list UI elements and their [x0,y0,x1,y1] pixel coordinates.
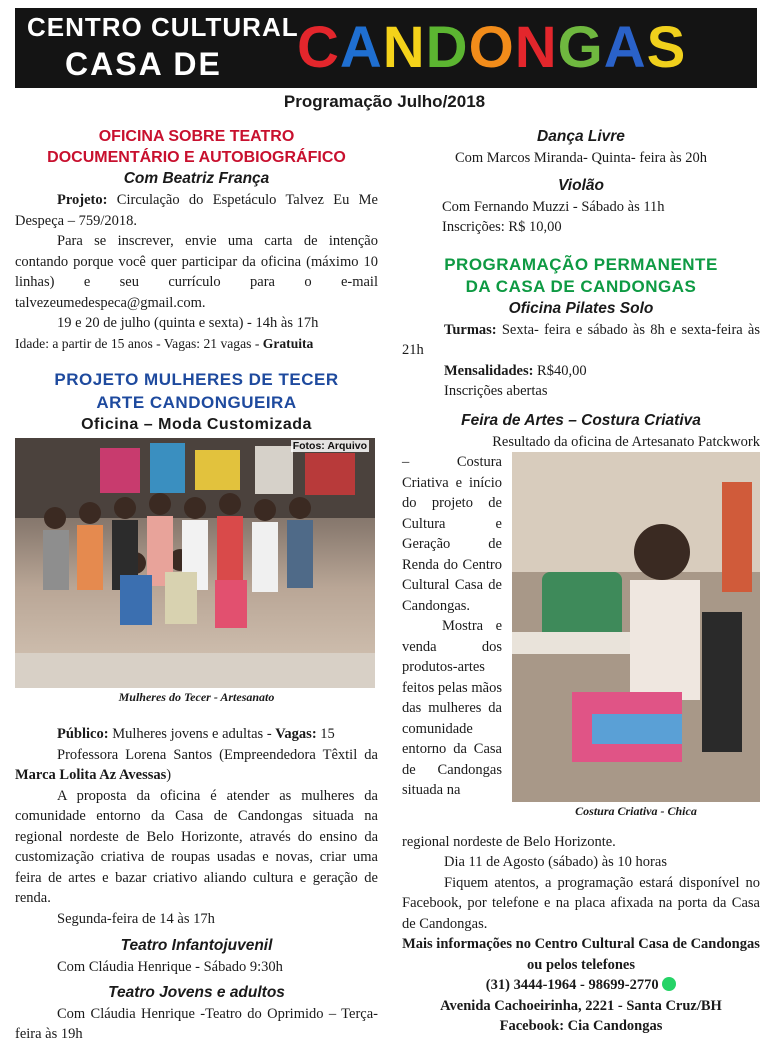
banner-line-1: CENTRO CULTURAL [27,12,299,42]
costura-photo [512,452,760,802]
violao-inscricoes: Inscrições: R$ 10,00 [442,219,562,235]
mensalidades-label: Mensalidades: [444,362,534,379]
jovens-text: Com Cláudia Henrique -Teatro do Oprimido – Terça-feira às 19h [15,1005,378,1042]
permanente-title-1: PROGRAMAÇÃO PERMANENTE [444,254,718,274]
candongas-logo [297,14,686,82]
marca-label: Marca Lolita Az Avessas [15,767,167,783]
moda-horario: Segunda-feira de 14 às 17h [57,910,215,927]
right-column [402,126,760,1037]
page-title: Programação Julho/2018 [283,92,486,111]
logo-letter: O [468,15,515,80]
inscricao-paragraph: Para se inscrever, envie uma carta de intenção contando porque você quer participar da oficina (máximo 10 linhas) e seu currículo para o e-mail talvezeumedespeca@gmail.com. [15,233,378,311]
whatsapp-icon [662,977,676,991]
sewing-photo-illustration [512,452,760,802]
logo-letter: A [339,15,383,80]
mulheres-photo [15,438,375,688]
teatro-age [15,334,378,355]
phones: (31) 3444-1964 - 98699-2770 [485,977,659,993]
projeto-text: Circulação do Espetáculo Talvez Eu Me Despeça – 759/2018. [15,192,378,229]
phone-line [402,975,760,996]
feira-continuation: regional nordeste de Belo Horizonte. [402,833,616,850]
logo-letter: N [514,15,558,80]
teatro-title-1: OFICINA SOBRE TEATRO [98,128,295,145]
danca-title: Dança Livre [537,128,625,145]
permanente-title-2: DA CASA DE CANDONGAS [465,276,697,296]
teatro-dates: 19 e 20 de julho (quinta e sexta) - 14h às 17h [57,315,319,331]
photo-credit: Fotos: Arquivo [292,440,367,452]
gratuita-label: Gratuita [262,335,314,351]
professora-end: ) [166,767,172,783]
infanto-text: Com Cláudia Henrique - Sábado 9:30h [57,959,283,975]
feira-date: Dia 11 de Agosto (sábado) às 10 horas [444,854,667,870]
violao-title: Violão [558,176,604,194]
logo-letter: G [557,15,604,80]
turmas-line [402,320,760,361]
costura-photo-caption: Costura Criativa - Chica [575,803,697,818]
left-column [15,126,378,1045]
mais-informacoes: Mais informações no Centro Cultural Casa de Candongas ou pelos telefones [402,936,760,973]
mensalidades-line [402,361,760,382]
inscricoes-abertas: Inscrições abertas [444,383,548,399]
teatro-title-2: DOCUMENTÁRIO E AUTOBIOGRÁFICO [47,149,346,166]
professora-line [15,745,378,786]
feira-block [402,432,760,832]
mulheres-photo-caption: Mulheres do Tecer - Artesanato [118,690,275,704]
feira-text-2: Mostra e venda dos produtos-artes feitos pelas mãos das mulheres da comunidade entorno da Casa de Candongas situada na [402,618,502,798]
turmas-label: Turmas: [444,321,497,338]
address: Avenida Cachoeirinha, 2221 - Santa Cruz/BH [440,997,722,1014]
mensalidades-text: R$40,00 [533,362,587,379]
professora-text: Professora Lorena Santos (Empreendedora Têxtil da [57,746,378,763]
logo-letter: N [382,15,426,80]
group-photo-illustration [15,438,375,688]
banner-line-2: CASA DE [65,46,222,82]
publico-line [15,724,378,745]
projeto-paragraph [15,190,378,231]
infanto-title: Teatro Infantojuvenil [120,937,273,954]
danca-text: Com Marcos Miranda- Quinta- feira às 20h [454,150,708,166]
logo-letter: S [646,15,687,80]
feira-title: Feira de Artes – Costura Criativa [461,411,701,429]
fiquem-atentos: Fiquem atentos, a programação estará disponível no Facebook, por telefone e na placa afixada na porta da Casa de Candongas. [402,874,760,932]
violao-text: Com Fernando Muzzi - Sábado às 11h [442,198,665,215]
vagas-label: Vagas: [275,726,317,742]
mulheres-title-2: ARTE CANDONGUEIRA [96,393,297,412]
jovens-title: Teatro Jovens e adultos [108,983,285,1001]
logo-letter: D [425,15,469,80]
publico-label: Público: [57,726,109,742]
idade-text: Idade: a partir de 15 anos - Vagas: 21 vagas - [15,335,263,351]
logo-letter: C [297,15,340,80]
logo-letter: A [603,15,647,80]
projeto-label: Projeto: [57,192,108,208]
turmas-text: Sexta- feira e sábado às 8h e sexta-feira às 21h [402,321,760,358]
feira-text-1: – Costura Criativa e início do projeto de Cultura e Geração de Renda do Centro Cultural Casa de Candongas. [402,454,502,614]
facebook-link[interactable]: Facebook: Cia Candongas [499,1018,663,1034]
proposta-paragraph: A proposta da oficina é atender as mulheres da comunidade entorno da Casa de Candongas situada na regional nordeste de Belo Horizonte, através do ensino da customização criativa de roupas usadas e novas, criar uma feira de artes e bazar criativo aliando cultura e geração de renda. [15,787,378,906]
mulheres-title-1: PROJETO MULHERES DE TECER [54,370,339,389]
publico-text: Mulheres jovens e adultas - [108,726,276,742]
teatro-instructor: Com Beatriz França [123,170,270,187]
vagas-text: 15 [316,726,335,742]
header-banner [15,8,757,88]
pilates-title: Oficina Pilates Solo [508,299,654,317]
oficina-moda-title: Oficina – Moda Customizada [81,416,312,433]
feira-lead: Resultado da oficina de Artesanato Patckwork [492,433,760,450]
